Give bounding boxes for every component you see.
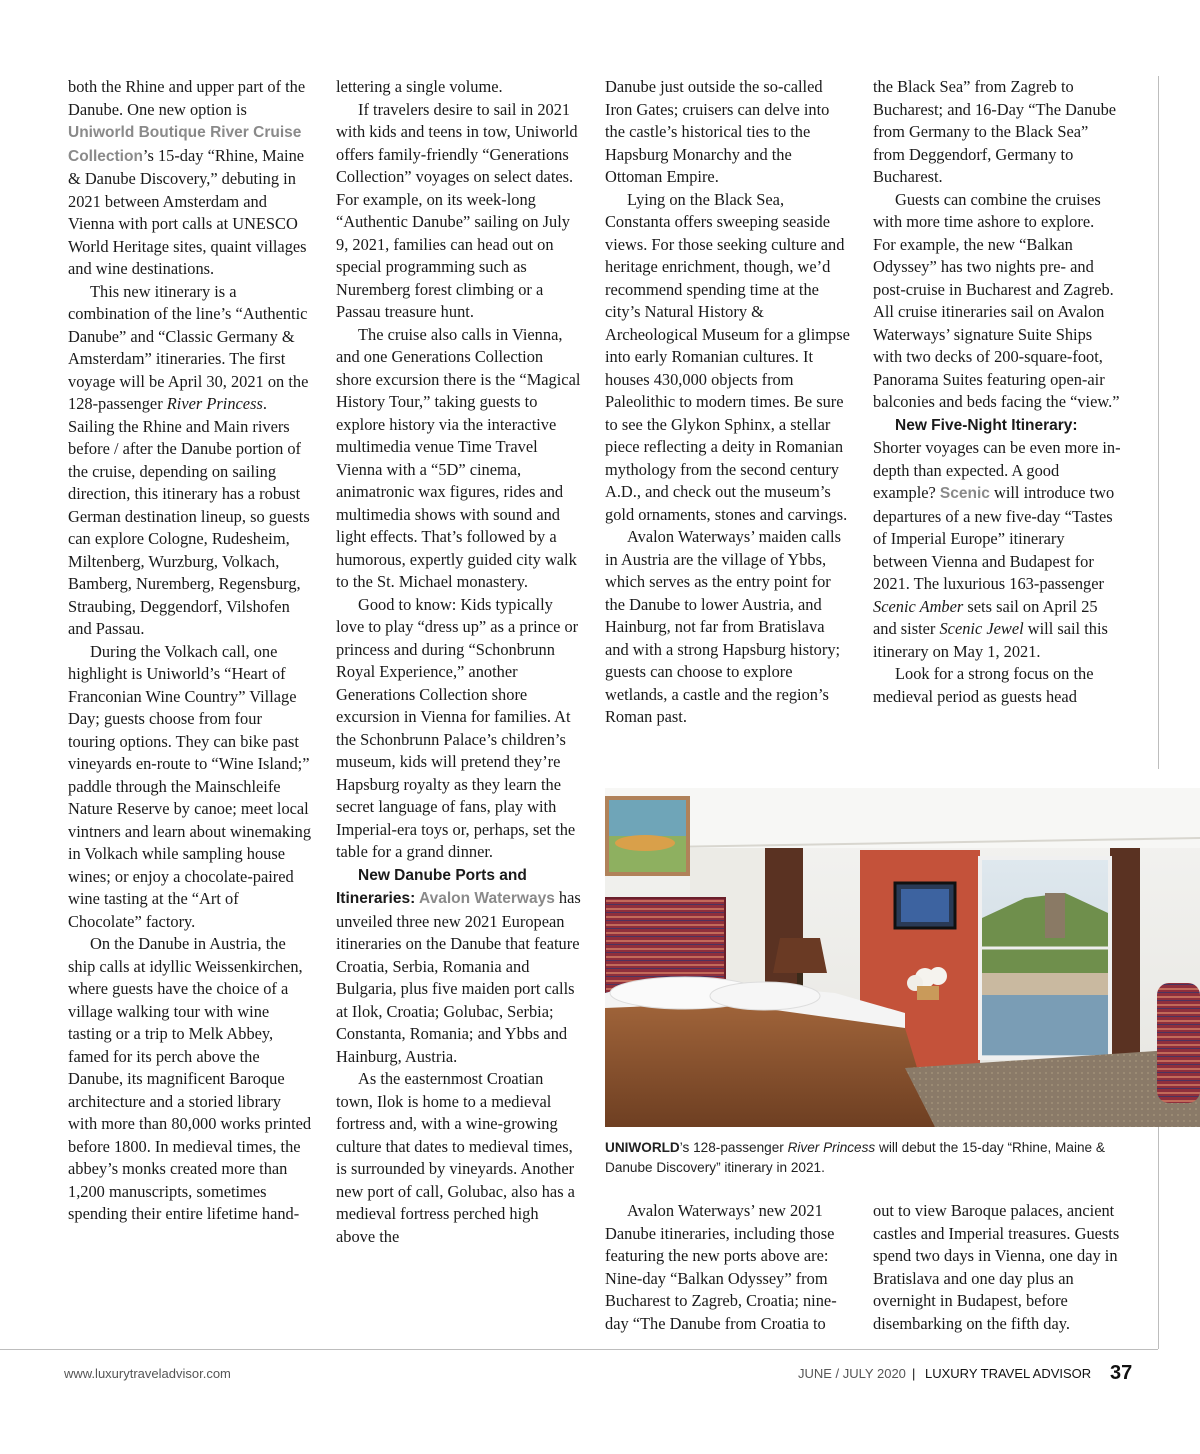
- footer-separator: |: [912, 1366, 916, 1381]
- paragraph-text: sets sail on April 25 and sister: [873, 596, 1098, 638]
- paragraph: Avalon Waterways’ maiden calls in Austria are the village of Ybbs, which serves as the entry point for the Danube to lower Austria, and Hainburg, not far from Bratislava and with a strong Hapsburg history; guests can choose to explore wetlands, a castle and the region’s Roman past.: [605, 527, 841, 726]
- ship-name: Scenic Amber: [873, 596, 964, 616]
- caption-text: ’s 128-passenger: [679, 1140, 788, 1155]
- paragraph: Good to know: Kids typically love to play “dress up” as a prince or princess and during “Schonbrunn Royal Experience,” another Generations Collection shore excursion in Vienna for families. At the Schonbrunn Palace’s children’s museum, kids will pretend they’re Hapsburg royalty as they learn the secret language of fans, play with Imperial-era toys or, perhaps, set the table for a grand dinner.: [336, 594, 579, 861]
- article-column-3: [605, 76, 850, 729]
- paragraph-text: will introduce two departures of a new five-day “Tastes of Imperial Europe” itinerary between Vienna and Budapest for 2021. The luxurious 163-passenger: [873, 483, 1115, 593]
- photo-caption: [605, 1138, 1125, 1178]
- paragraph: As the easternmost Croatian town, Ilok is home to a medieval fortress and, with a wine-growing culture that dates to medieval times, is surrounded by vineyards. Another new port of call, Golubac, also has a medieval fortress perched high above the: [336, 1069, 575, 1246]
- paragraph: out to view Baroque palaces, ancient castles and Imperial treasures. Guests spend two days in Vienna, one day in Bratislava and one day plus an overnight in Budapest, before disembarking on the fifth day.: [873, 1201, 1120, 1333]
- footer-magazine: LUXURY TRAVEL ADVISOR: [925, 1366, 1092, 1381]
- paragraph-text: will sail this itinerary on May 1, 2021.: [873, 619, 1108, 661]
- paragraph-text: . Sailing the Rhine and Main rivers before / after the Danube portion of the cruise, depending on sailing direction, this itinerary has a robust German destination lineup, so guests can explore Cologne, Rudesheim, Miltenberg, Wurzburg, Volkach, Bamberg, Nuremberg, Regensburg, Straubing, Deggendorf, Vilshofen and Passau.: [68, 394, 310, 638]
- caption-ship-name: River Princess: [787, 1140, 876, 1155]
- ship-name: Scenic Jewel: [939, 619, 1024, 638]
- paragraph: Avalon Waterways’ new 2021 Danube itineraries, including those featuring the new ports above are: Nine-day “Balkan Odyssey” from Bucharest to Zagreb, Croatia; nine-day “The Danube from Croatia to: [605, 1201, 837, 1333]
- caption-brand: UNIWORLD: [605, 1140, 680, 1155]
- footer-website[interactable]: www.luxurytraveladvisor.com: [64, 1366, 231, 1381]
- column-rule-lower: [1158, 1127, 1159, 1349]
- paragraph: [873, 414, 1121, 664]
- article-column-4: [873, 76, 1121, 708]
- paragraph: On the Danube in Austria, the ship calls at idyllic Weissenkirchen, where guests have the choice of a village walking tour with wine tasting or a trip to Melk Abbey, famed for its perch above the Danube, its magnificent Baroque architecture and a storied library with more than 80,000 works printed before 1800. In medieval times, the abbey’s monks created more than 1,200 manuscripts, sometimes spending their entire lifetime hand-: [68, 934, 312, 1223]
- paragraph: Guests can combine the cruises with more time ashore to explore. For example, the new “Balkan Odyssey” has two nights pre- and post-cruise in Bucharest and Zagreb. All cruise itineraries sail on Avalon Waterways’ signature Suite Ships with two decks of 200-square-foot, Panorama Suites featuring open-air balconies and beds facing the “view.”: [873, 189, 1120, 411]
- paragraph-text: ’s 15-day “Rhine, Maine & Danube Discovery,” debuting in 2021 between Amsterdam and Vienna with port calls at UNESCO World Heritage sites, quaint villages and wine destinations.: [68, 145, 307, 278]
- uniworld-link[interactable]: Uniworld Boutique River Cruise Collection: [68, 124, 302, 165]
- caption-text: will debut the 15-day “Rhine, Maine & Danube Discovery” itinerary in 2021.: [605, 1140, 1105, 1175]
- paragraph-text: has unveiled three new 2021 European itineraries on the Danube that feature Croatia, Serbia, Romania and Bulgaria, plus five maiden port calls at Ilok, Croatia; Golubac, Serbia; Constanta, Romania; and Ybbs and Hainburg, Austria.: [336, 888, 581, 1066]
- paragraph-text: This new itinerary is a combination of the line’s “Authentic Danube” and “Classic Germany & Amsterdam” itineraries. The first voyage will be April 30, 2021 on the 128-passenger: [68, 281, 309, 413]
- article-column-6: [873, 1200, 1121, 1335]
- paragraph: [336, 864, 581, 1069]
- paragraph: If travelers desire to sail in 2021 with kids and teens in tow, Uniworld offers family-friendly “Generations Collection” voyages on select dates. For example, on its week-long “Authentic Danube” sailing on July 9, 2021, families can head out on special programming such as Nuremberg forest climbing or a Passau treasure hunt.: [336, 99, 578, 321]
- scenic-link[interactable]: Scenic: [939, 485, 990, 502]
- paragraph: lettering a single volume.: [336, 77, 503, 96]
- page-number: 37: [1110, 1362, 1133, 1384]
- paragraph: Look for a strong focus on the medieval period as guests head: [873, 664, 1094, 706]
- ship-name: River Princess: [166, 394, 263, 413]
- paragraph: the Black Sea” from Zagreb to Bucharest; and 16-Day “The Danube from Germany to the Black Sea” from Deggendorf, Germany to Bucharest.: [873, 77, 1117, 186]
- paragraph-text: Shorter voyages can be even more in-depth than expected. A good example?: [873, 438, 1121, 502]
- article-column-2: [336, 76, 581, 1248]
- footer-issue: JUNE / JULY 2020: [798, 1366, 906, 1381]
- article-column-1: [68, 76, 313, 1226]
- avalon-link[interactable]: Avalon Waterways: [419, 890, 555, 907]
- stateroom-illustration: [605, 788, 1200, 1127]
- paragraph: [68, 281, 313, 641]
- column-rule-upper: [1158, 76, 1159, 769]
- paragraph: Lying on the Black Sea, Constanta offers sweeping seaside views. For those seeking culture and heritage enrichment, though, we’d recommend spending time at the city’s Natural History & Archeological Museum for a glimpse into early Romanian cultures. It houses 430,000 objects from Paleolithic to modern times. Be sure to see the Glykon Sphinx, a stellar piece reflecting a deity in Romanian mythology from the second century A.D., and check out the museum’s gold ornaments, stones and carvings.: [605, 189, 850, 524]
- section-heading: New Five-Night Itinerary:: [895, 416, 1078, 434]
- stateroom-photo: [605, 788, 1200, 1127]
- article-column-5: [605, 1200, 850, 1335]
- paragraph: Danube just outside the so-called Iron Gates; cruisers can delve into the castle’s historical ties to the Hapsburg Monarchy and the Ottoman Empire.: [605, 77, 830, 186]
- paragraph: [68, 76, 313, 281]
- paragraph: The cruise also calls in Vienna, and one Generations Collection shore excursion there is the “Magical History Tour,” taking guests to explore history via the interactive multimedia venue Time Travel Vienna with a “5D” cinema, animatronic wax figures, rides and multimedia shows with sound and light effects. That’s followed by a humorous, expertly guided city walk to the St. Michael monastery.: [336, 324, 581, 591]
- paragraph-text: both the Rhine and upper part of the Danube. One new option is: [68, 77, 306, 119]
- paragraph: During the Volkach call, one highlight is Uniworld’s “Heart of Franconian Wine Country” Village Day; guests choose from four touring options. They can bike past vineyards en-route to “Wine Island;” paddle through the Mainschleife Nature Reserve by canoe; meet local vintners and learn about winemaking in Volkach while sampling house wines; or enjoy a chocolate-paired wine tasting at the “Art of Chocolate” factory.: [68, 641, 312, 931]
- footer-rule: [0, 1349, 1158, 1350]
- section-heading: New Danube Ports and Itineraries:: [336, 866, 527, 907]
